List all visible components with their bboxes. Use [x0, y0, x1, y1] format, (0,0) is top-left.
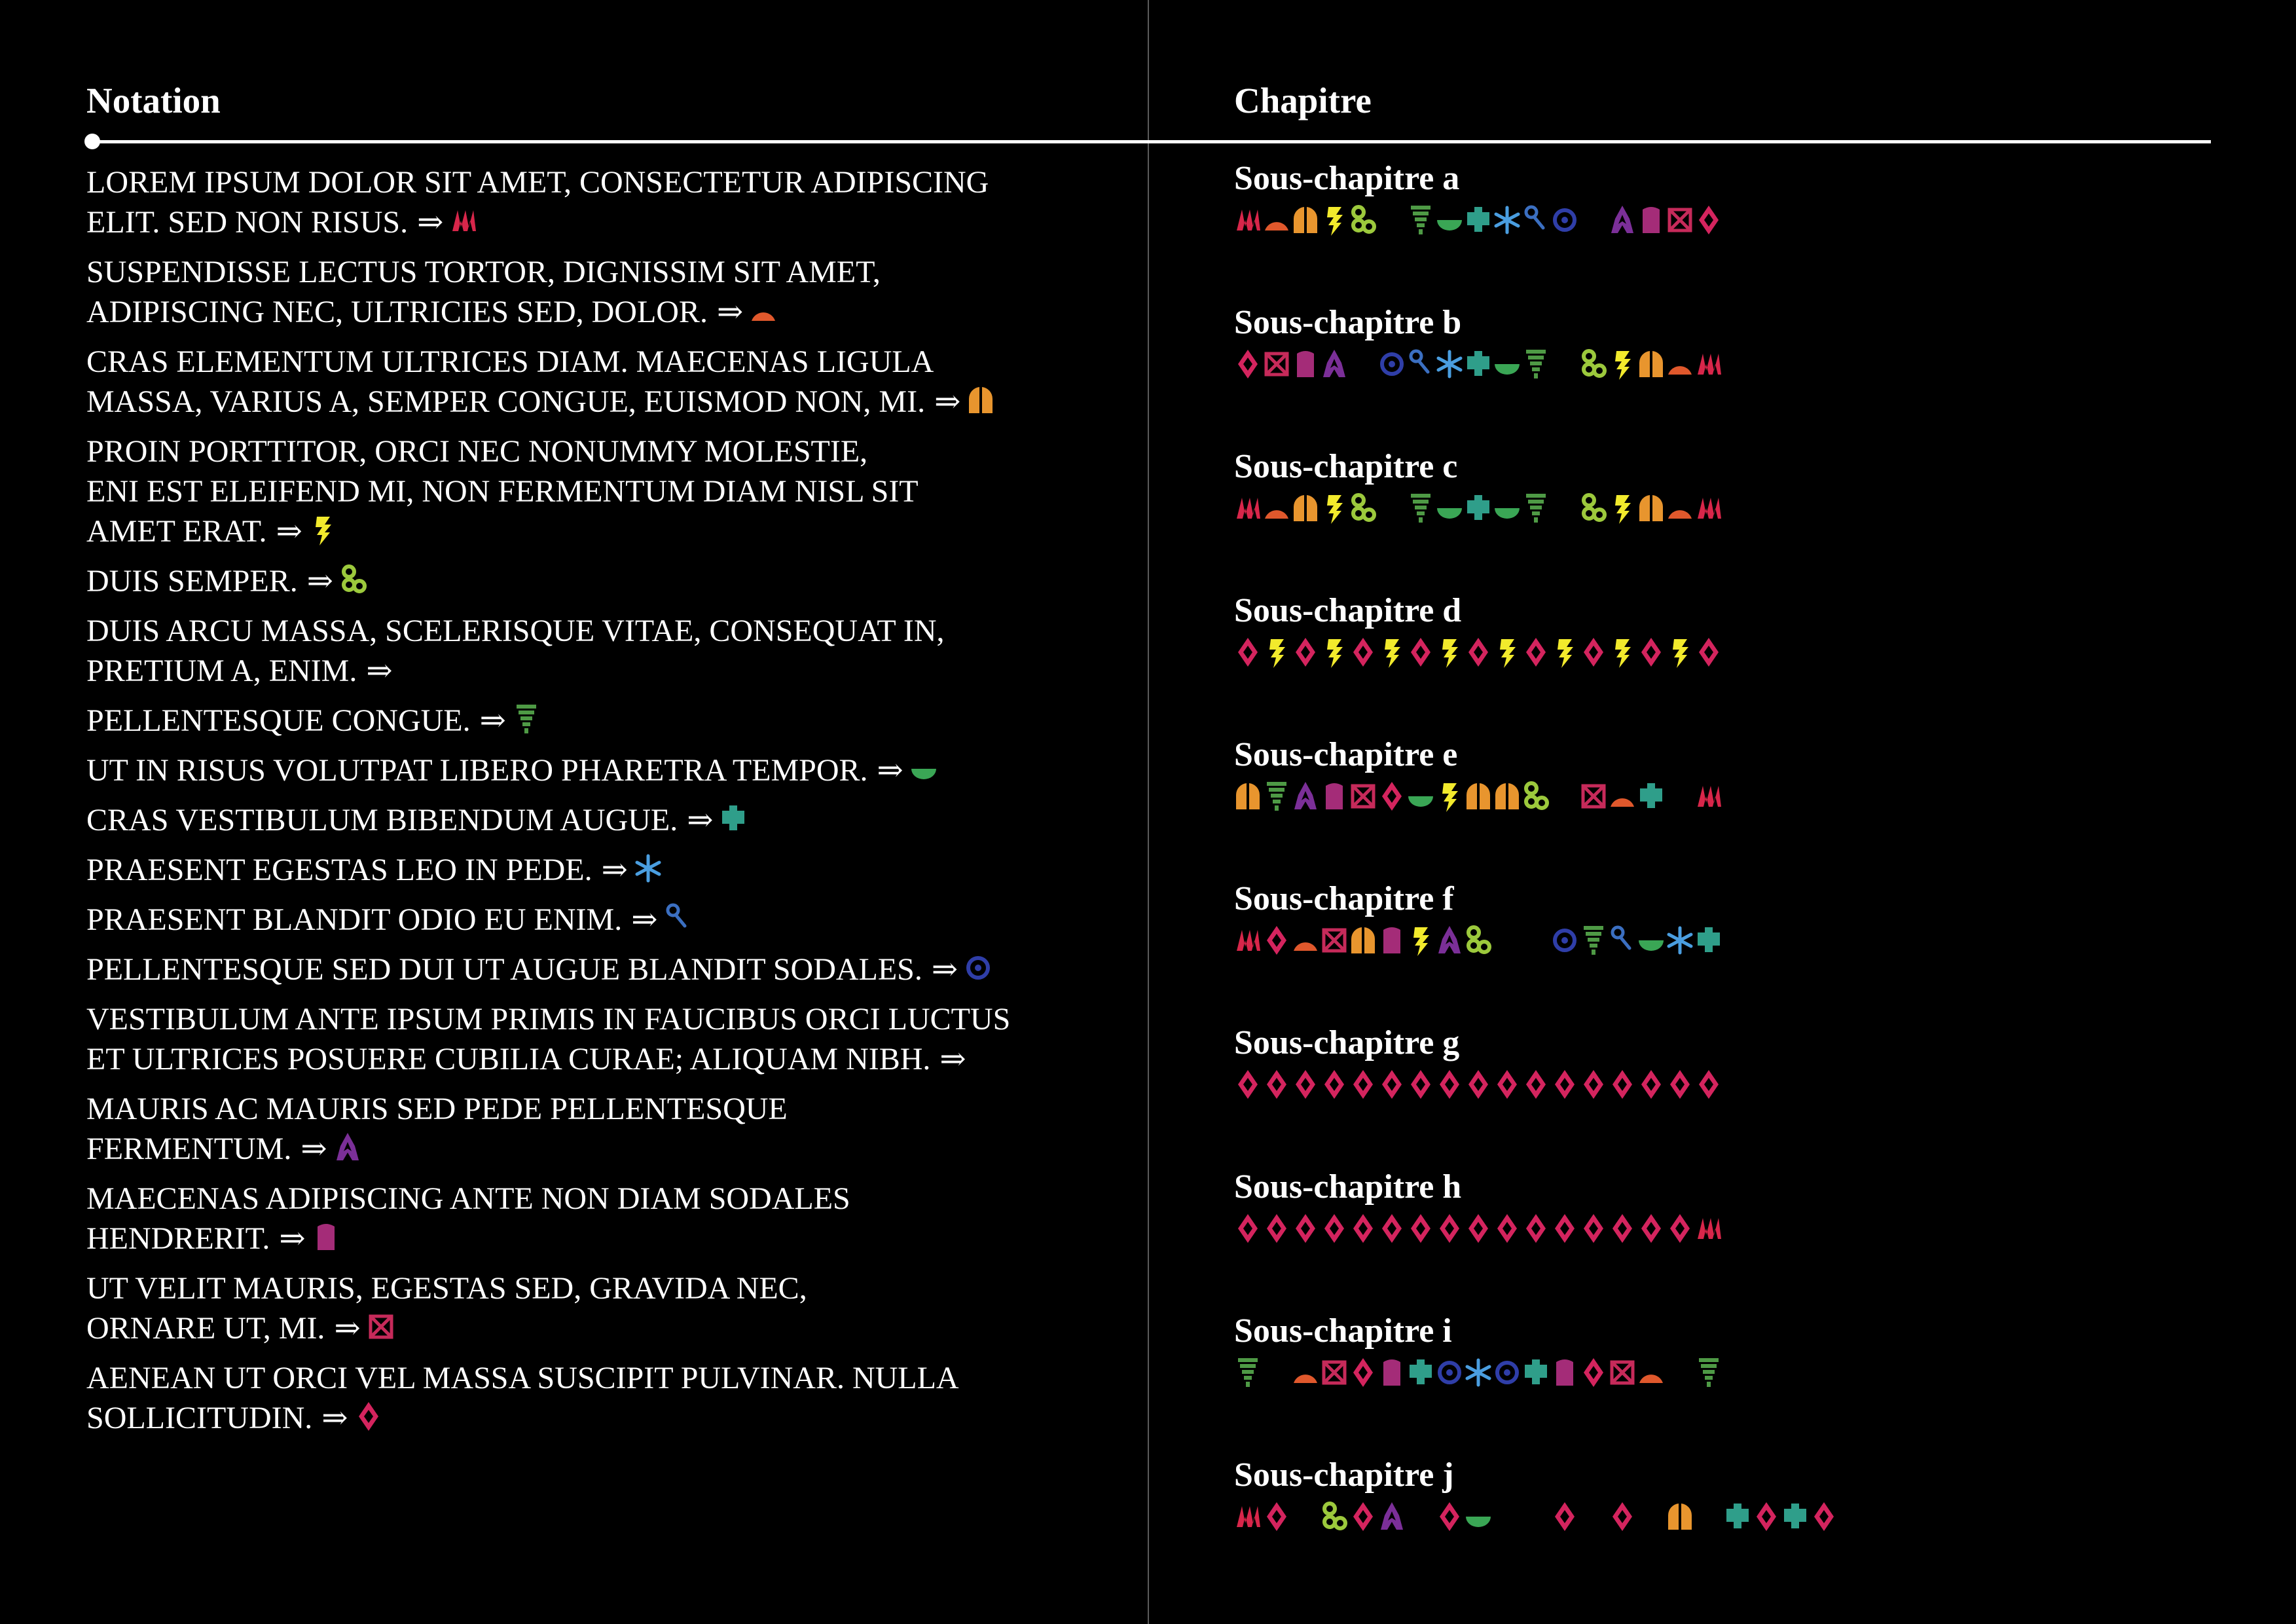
subchapter [1234, 877, 2216, 1022]
diamond-icon [1493, 1210, 1521, 1248]
cone-icon [1234, 1354, 1262, 1392]
subchapter-title: Sous-chapitre j [1234, 1456, 1454, 1494]
arrow-symbol: ⇒ [687, 803, 714, 838]
notation-entry [86, 900, 1108, 940]
knot-icon [1321, 1498, 1348, 1536]
dome-icon [1666, 346, 1694, 384]
notation-text: ADIPISCING NEC, ULTRICIES SED, DOLOR. [86, 295, 708, 329]
hook-icon [1522, 202, 1550, 240]
notation-text: VESTIBULUM ANTE IPSUM PRIMIS IN FAUCIBUS ORCI LUCTUS [86, 1002, 1011, 1037]
diamond-icon [1378, 778, 1406, 816]
block-icon [312, 1219, 340, 1257]
arrow-symbol: ⇒ [931, 952, 958, 987]
block-icon [1551, 1354, 1578, 1392]
cross-icon [1695, 922, 1722, 960]
bowl-icon [1493, 346, 1521, 384]
arrow-symbol: ⇒ [301, 1132, 327, 1166]
notation-text: LOREM IPSUM DOLOR SIT AMET, CONSECTETUR ADIPISCING [86, 165, 989, 200]
diamond-icon [1695, 634, 1722, 672]
notation-heading: Notation [86, 81, 221, 120]
cross-icon [1781, 1498, 1809, 1536]
glyph-sequence [1234, 1210, 2216, 1249]
glyph-gap [1637, 1498, 1666, 1536]
bolt-icon [1493, 634, 1521, 672]
arrow-symbol: ⇒ [631, 902, 658, 937]
subchapter [1234, 1166, 2216, 1310]
hook-icon [1407, 346, 1434, 384]
notation-entry [86, 252, 1108, 332]
split-arch-icon [1637, 490, 1665, 528]
cross-icon [1465, 202, 1492, 240]
asterisk-icon [1493, 202, 1521, 240]
diamond-icon [1234, 346, 1262, 384]
dome-icon [1292, 922, 1319, 960]
flame-icon [1378, 1498, 1406, 1536]
diamond-icon [1407, 1066, 1434, 1104]
spiral-icon [1349, 346, 1377, 384]
notation-text: PROIN PORTTITOR, ORCI NEC NONUMMY MOLESTIE, [86, 434, 868, 469]
diamond-icon [1637, 1210, 1665, 1248]
notation-text: SOLLICITUDIN. [86, 1401, 313, 1435]
zigzag-icon [1695, 1210, 1722, 1248]
diamond-icon [1292, 1210, 1319, 1248]
flame-icon [1292, 778, 1319, 816]
notation-text: SUSPENDISSE LECTUS TORTOR, DIGNISSIM SIT AMET, [86, 255, 881, 289]
block-icon [1292, 346, 1319, 384]
subchapter-title: Sous-chapitre i [1234, 1312, 1452, 1350]
bowl-icon [910, 750, 938, 788]
dome-icon [750, 292, 777, 330]
dome-icon [1609, 778, 1636, 816]
lattice-icon [1321, 1354, 1348, 1392]
glyph-gap [1292, 1498, 1321, 1536]
ring-icon [1551, 202, 1578, 240]
diamond-icon [1637, 1066, 1665, 1104]
notation-text: PRAESENT BLANDIT ODIO EU ENIM. [86, 902, 623, 937]
diamond-icon [1695, 1066, 1722, 1104]
bolt-icon [1609, 346, 1636, 384]
diamond-icon [1234, 1210, 1262, 1248]
knot-icon [340, 561, 367, 599]
diamond-icon [1695, 202, 1722, 240]
diamond-icon [1378, 1210, 1406, 1248]
cone-icon [513, 701, 540, 739]
bolt-icon [1666, 634, 1694, 672]
diamond-icon [1465, 1210, 1492, 1248]
lattice-icon [1349, 778, 1377, 816]
notation-text: ELIT. SED NON RISUS. [86, 205, 409, 240]
cone-icon [1407, 490, 1434, 528]
subchapter-title: Sous-chapitre h [1234, 1168, 1462, 1206]
diamond-icon [355, 1398, 382, 1436]
dome-icon [1263, 202, 1290, 240]
notation-text: UT VELIT MAURIS, EGESTAS SED, GRAVIDA NEC, [86, 1271, 807, 1306]
subchapter [1234, 1454, 2216, 1598]
diamond-icon [1349, 1210, 1377, 1248]
bolt-icon [1378, 634, 1406, 672]
diamond-icon [1263, 1066, 1290, 1104]
asterisk-icon [1436, 346, 1463, 384]
glyph-sequence [1234, 634, 2216, 673]
bowl-icon [1436, 202, 1463, 240]
diamond-icon [1522, 1066, 1550, 1104]
split-arch-icon [1292, 202, 1319, 240]
diamond-icon [1666, 1066, 1694, 1104]
cross-icon [1522, 1354, 1550, 1392]
notation-text: MAURIS AC MAURIS SED PEDE PELLENTESQUE [86, 1092, 788, 1126]
arrow-symbol: ⇒ [601, 853, 628, 887]
diamond-icon [1522, 634, 1550, 672]
ring-icon [964, 950, 992, 987]
lattice-icon [1666, 202, 1694, 240]
notation-text: FERMENTUM. [86, 1132, 292, 1166]
flame-icon [1609, 202, 1636, 240]
diamond-icon [1407, 634, 1434, 672]
arrow-symbol: ⇒ [939, 1042, 966, 1077]
glyph-sequence [1234, 202, 2216, 241]
diamond-icon [1580, 1210, 1607, 1248]
notation-entry [86, 561, 1108, 601]
subchapter [1234, 157, 2216, 301]
notation-text: HENDRERIT. [86, 1221, 270, 1256]
arrow-symbol: ⇒ [716, 295, 744, 329]
split-arch-icon [1234, 778, 1262, 816]
glyph-sequence [1234, 778, 2216, 817]
ring-icon [1378, 346, 1406, 384]
notation-entry [86, 1268, 1108, 1348]
diamond-icon [1580, 634, 1607, 672]
knot-icon [1580, 346, 1607, 384]
lattice-icon [1263, 346, 1290, 384]
flame-icon [1321, 346, 1348, 384]
arrow-symbol: ⇒ [877, 753, 903, 788]
subchapter [1234, 301, 2216, 445]
diamond-icon [1609, 1498, 1636, 1536]
diamond-icon [1407, 1210, 1434, 1248]
arrow-symbol: ⇒ [276, 514, 302, 549]
dome-icon [1292, 1354, 1319, 1392]
notation-list [86, 162, 1108, 1448]
zigzag-icon [450, 202, 477, 240]
diamond-icon [1465, 634, 1492, 672]
subchapter [1234, 445, 2216, 589]
notation-entry [86, 950, 1108, 989]
notation-text: CRAS VESTIBULUM BIBENDUM AUGUE. [86, 803, 678, 838]
notation-text: ENI EST ELEIFEND MI, NON FERMENTUM DIAM NISL SIT [86, 474, 919, 509]
lattice-icon [1609, 1354, 1636, 1392]
diamond-icon [1263, 922, 1290, 960]
zigzag-icon [1695, 778, 1722, 816]
helix-icon [1551, 490, 1578, 528]
bolt-icon [1321, 490, 1348, 528]
arrow-symbol: ⇒ [366, 654, 393, 688]
bowl-icon [1637, 922, 1665, 960]
arrow-symbol: ⇒ [321, 1401, 348, 1435]
helix-icon [1551, 778, 1578, 816]
spiral-icon [973, 1039, 1000, 1077]
notation-text: AMET ERAT. [86, 514, 267, 549]
cross-icon [1465, 490, 1492, 528]
bolt-icon [1436, 778, 1463, 816]
helix-icon [1551, 346, 1578, 384]
spiral-icon [1580, 202, 1607, 240]
notation-entry [86, 1358, 1108, 1438]
diamond-icon [1580, 1354, 1607, 1392]
subchapter-title: Sous-chapitre g [1234, 1024, 1460, 1061]
hook-icon [664, 900, 691, 938]
helix-icon [1522, 922, 1550, 960]
glyph-sequence [1234, 346, 2216, 385]
notation-entry [86, 850, 1108, 890]
diamond-icon [1551, 1066, 1578, 1104]
zigzag-icon [1695, 346, 1722, 384]
zigzag-icon [1234, 490, 1262, 528]
notation-entry [86, 162, 1108, 242]
notation-text: DUIS ARCU MASSA, SCELERISQUE VITAE, CONSEQUAT IN, [86, 614, 945, 648]
helix-icon [399, 651, 427, 689]
diamond-icon [1436, 1498, 1463, 1536]
bowl-icon [1465, 1498, 1492, 1536]
diamond-icon [1263, 1498, 1290, 1536]
zigzag-icon [1695, 490, 1722, 528]
asterisk-icon [1465, 1354, 1492, 1392]
bolt-icon [1551, 634, 1578, 672]
cone-icon [1407, 202, 1434, 240]
glyph-sequence [1234, 490, 2216, 529]
diamond-icon [1580, 1066, 1607, 1104]
knot-icon [1580, 490, 1607, 528]
flame-icon [334, 1129, 361, 1167]
split-arch-icon [1493, 778, 1521, 816]
arrow-symbol: ⇒ [334, 1311, 361, 1346]
bolt-icon [309, 511, 337, 549]
diamond-icon [1810, 1498, 1838, 1536]
diamond-icon [1292, 1066, 1319, 1104]
notation-text: ET ULTRICES POSUERE CUBILIA CURAE; ALIQUAM NIBH. [86, 1042, 931, 1077]
zigzag-icon [1234, 1498, 1262, 1536]
block-icon [1321, 778, 1348, 816]
diamond-icon [1349, 1354, 1377, 1392]
glyph-gap [1407, 1498, 1436, 1536]
cone-icon [1580, 922, 1607, 960]
notation-text: CRAS ELEMENTUM ULTRICES DIAM. MAECENAS LIGULA [86, 344, 934, 379]
subchapter [1234, 589, 2216, 733]
glyph-sequence [1234, 1498, 2216, 1538]
cone-icon [1695, 1354, 1722, 1392]
bolt-icon [1609, 490, 1636, 528]
split-arch-icon [967, 382, 994, 420]
glyph-sequence [1234, 922, 2216, 961]
bowl-icon [1493, 490, 1521, 528]
dome-icon [1263, 490, 1290, 528]
knot-icon [1465, 922, 1492, 960]
block-icon [1378, 922, 1406, 960]
notation-entry [86, 999, 1108, 1079]
notation-text: PELLENTESQUE SED DUI UT AUGUE BLANDIT SODALES. [86, 952, 922, 987]
cone-icon [1522, 346, 1550, 384]
subchapter-title: Sous-chapitre c [1234, 448, 1458, 485]
diamond-icon [1436, 1210, 1463, 1248]
chapitre-heading [1234, 77, 1412, 124]
cross-icon [1637, 778, 1665, 816]
cone-icon [1263, 778, 1290, 816]
glyph-gap [1493, 1498, 1522, 1536]
cross-icon [1465, 346, 1492, 384]
cone-icon [1522, 490, 1550, 528]
page-divider [1148, 0, 1149, 1624]
helix-icon [1666, 1354, 1694, 1392]
subchapter-list [1234, 157, 2216, 1598]
ring-icon [1436, 1354, 1463, 1392]
diamond-icon [1753, 1498, 1780, 1536]
bowl-icon [1407, 778, 1434, 816]
notation-text: AENEAN UT ORCI VEL MASSA SUSCIPIT PULVINAR. NULLA [86, 1361, 959, 1395]
notation-text: UT IN RISUS VOLUTPAT LIBERO PHARETRA TEMPOR. [86, 753, 868, 788]
ring-icon [1493, 1354, 1521, 1392]
bolt-icon [1436, 634, 1463, 672]
asterisk-icon [1666, 922, 1694, 960]
subchapter-title: Sous-chapitre b [1234, 304, 1462, 341]
glyph-sequence [1234, 1066, 2216, 1105]
lattice-icon [1321, 922, 1348, 960]
subchapter [1234, 1310, 2216, 1454]
diamond-icon [1349, 634, 1377, 672]
block-icon [1637, 202, 1665, 240]
diamond-icon [1551, 1210, 1578, 1248]
notation-entry [86, 750, 1108, 790]
split-arch-icon [1292, 490, 1319, 528]
split-arch-icon [1465, 778, 1492, 816]
diamond-icon [1522, 1210, 1550, 1248]
dome-icon [1637, 1354, 1665, 1392]
zigzag-icon [1234, 202, 1262, 240]
helix-icon [1580, 1498, 1607, 1536]
block-icon [1378, 1354, 1406, 1392]
notation-text: DUIS SEMPER. [86, 564, 298, 599]
notation-text: PELLENTESQUE CONGUE. [86, 703, 471, 738]
flame-icon [1436, 922, 1463, 960]
cross-icon [1407, 1354, 1434, 1392]
bolt-icon [1407, 922, 1434, 960]
notation-text: ORNARE UT, MI. [86, 1311, 325, 1346]
bolt-icon [1263, 634, 1290, 672]
knot-icon [1349, 202, 1377, 240]
lattice-icon [367, 1308, 395, 1346]
diamond-icon [1349, 1498, 1377, 1536]
bolt-icon [1609, 634, 1636, 672]
subchapter-title: Sous-chapitre a [1234, 160, 1460, 197]
notation-text: MASSA, VARIUS A, SEMPER CONGUE, EUISMOD NON, MI. [86, 384, 926, 419]
notation-text: PRAESENT EGESTAS LEO IN PEDE. [86, 853, 592, 887]
diamond-icon [1321, 1210, 1348, 1248]
diamond-icon [1609, 1066, 1636, 1104]
helix-icon [1522, 1498, 1550, 1536]
split-arch-icon [1637, 346, 1665, 384]
helix-icon [1378, 202, 1406, 240]
notation-entry [86, 611, 1108, 691]
lattice-icon [1580, 778, 1607, 816]
bolt-icon [1321, 202, 1348, 240]
diamond-icon [1609, 1210, 1636, 1248]
glyph-sequence [1234, 1354, 2216, 1393]
diamond-icon [1292, 634, 1319, 672]
diamond-icon [1321, 1066, 1348, 1104]
diamond-icon [1349, 1066, 1377, 1104]
subchapter-title: Sous-chapitre d [1234, 592, 1462, 629]
diamond-icon [1234, 1066, 1262, 1104]
notation-entry [86, 1179, 1108, 1259]
asterisk-icon [634, 850, 662, 888]
cross-icon [1724, 1498, 1751, 1536]
diamond-icon [1234, 634, 1262, 672]
knot-icon [1522, 778, 1550, 816]
chapitre-heading-text: Chapitre [1234, 81, 1372, 120]
knot-icon [1349, 490, 1377, 528]
subchapter [1234, 1022, 2216, 1166]
header-rule [92, 140, 2211, 143]
subchapter-title: Sous-chapitre f [1234, 880, 1454, 917]
glyph-gap [1695, 1498, 1724, 1536]
bolt-icon [1321, 634, 1348, 672]
hook-icon [1609, 922, 1636, 960]
diamond-icon [1493, 1066, 1521, 1104]
diamond-icon [1263, 1210, 1290, 1248]
dome-icon [1666, 490, 1694, 528]
arrow-symbol: ⇒ [934, 384, 961, 419]
chapitre-helix-icon [1385, 82, 1412, 120]
cross-icon [720, 800, 747, 838]
diamond-icon [1436, 1066, 1463, 1104]
diamond-icon [1378, 1066, 1406, 1104]
notation-entry [86, 432, 1108, 551]
notation-entry [86, 800, 1108, 840]
diamond-icon [1551, 1498, 1578, 1536]
bowl-icon [1436, 490, 1463, 528]
arrow-symbol: ⇒ [306, 564, 333, 599]
diamond-icon [1637, 634, 1665, 672]
notation-entry [86, 1089, 1108, 1169]
diamond-icon [1666, 1210, 1694, 1248]
arrow-symbol: ⇒ [279, 1221, 306, 1256]
arrow-symbol: ⇒ [479, 703, 506, 738]
split-arch-icon [1349, 922, 1377, 960]
notation-entry [86, 701, 1108, 741]
helix-icon [1378, 490, 1406, 528]
spiral-icon [1493, 922, 1521, 960]
split-arch-icon [1666, 1498, 1694, 1536]
diamond-icon [1465, 1066, 1492, 1104]
helix-icon [1263, 1354, 1290, 1392]
notation-entry [86, 342, 1108, 422]
spiral-icon [1666, 778, 1694, 816]
zigzag-icon [1234, 922, 1262, 960]
ring-icon [1551, 922, 1578, 960]
subchapter-title: Sous-chapitre e [1234, 736, 1458, 773]
subchapter [1234, 733, 2216, 877]
notation-text: MAECENAS ADIPISCING ANTE NON DIAM SODALES [86, 1181, 850, 1216]
arrow-symbol: ⇒ [417, 205, 444, 240]
notation-text: PRETIUM A, ENIM. [86, 654, 357, 688]
